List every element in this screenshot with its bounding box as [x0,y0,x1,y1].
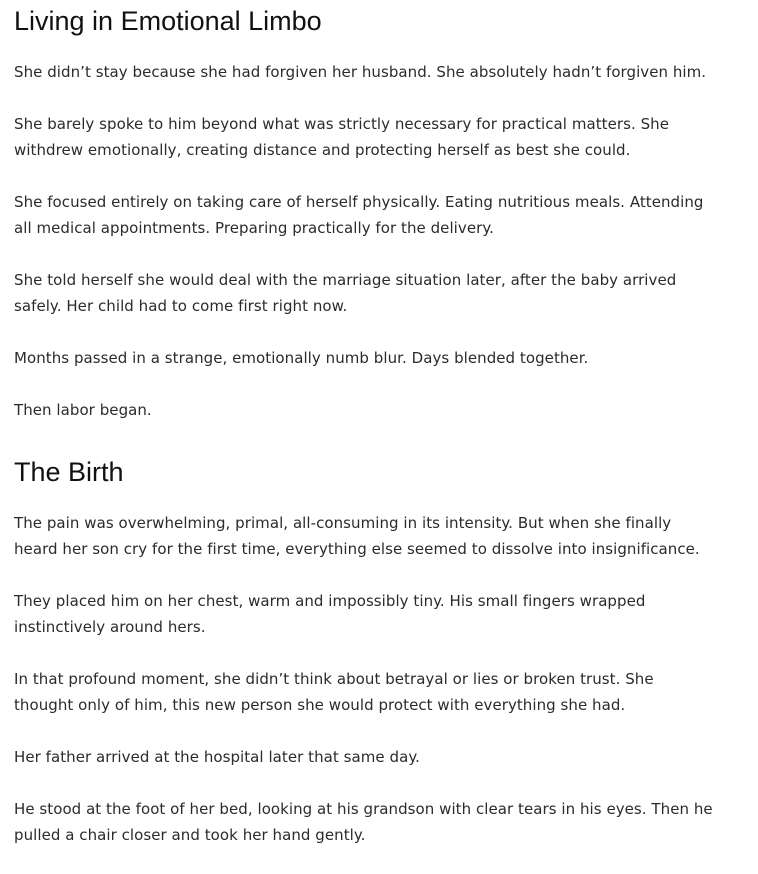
paragraph: She told herself she would deal with the marriage situation later, after the baby arrived safely. Her child had to come first right now. [14,271,677,315]
paragraph: He stood at the foot of her bed, looking at his grandson with clear tears in his eyes. Then he pulled a chair closer and took her hand gently. [14,800,713,844]
paragraph: In that profound moment, she didn’t think about betrayal or lies or broken trust. She thought only of him, this new person she would protect with everything she had. [14,670,654,714]
paragraph: Her father arrived at the hospital later that same day. [14,748,420,766]
article-body [14,0,714,874]
paragraph: She didn’t stay because she had forgiven her husband. She absolutely hadn’t forgiven him. [14,63,707,81]
paragraph: Months passed in a strange, emotionally numb blur. Days blended together. [14,349,589,367]
paragraph: She barely spoke to him beyond what was strictly necessary for practical matters. She withdrew emotionally, creating distance and protecting herself as best she could. [14,115,669,159]
paragraph: The pain was overwhelming, primal, all-consuming in its intensity. But when she finally heard her son cry for the first time, everything else seemed to dissolve into insignificance. [14,514,700,558]
section-heading-living-in-emotional-limbo: Living in Emotional Limbo [14,6,322,36]
paragraph: They placed him on her chest, warm and impossibly tiny. His small fingers wrapped instinctively around hers. [14,592,646,636]
paragraph: Then labor began. [14,401,152,419]
section-heading-the-birth: The Birth [14,457,124,487]
paragraph: She focused entirely on taking care of herself physically. Eating nutritious meals. Attending all medical appointments. Preparing practically for the delivery. [14,193,704,237]
